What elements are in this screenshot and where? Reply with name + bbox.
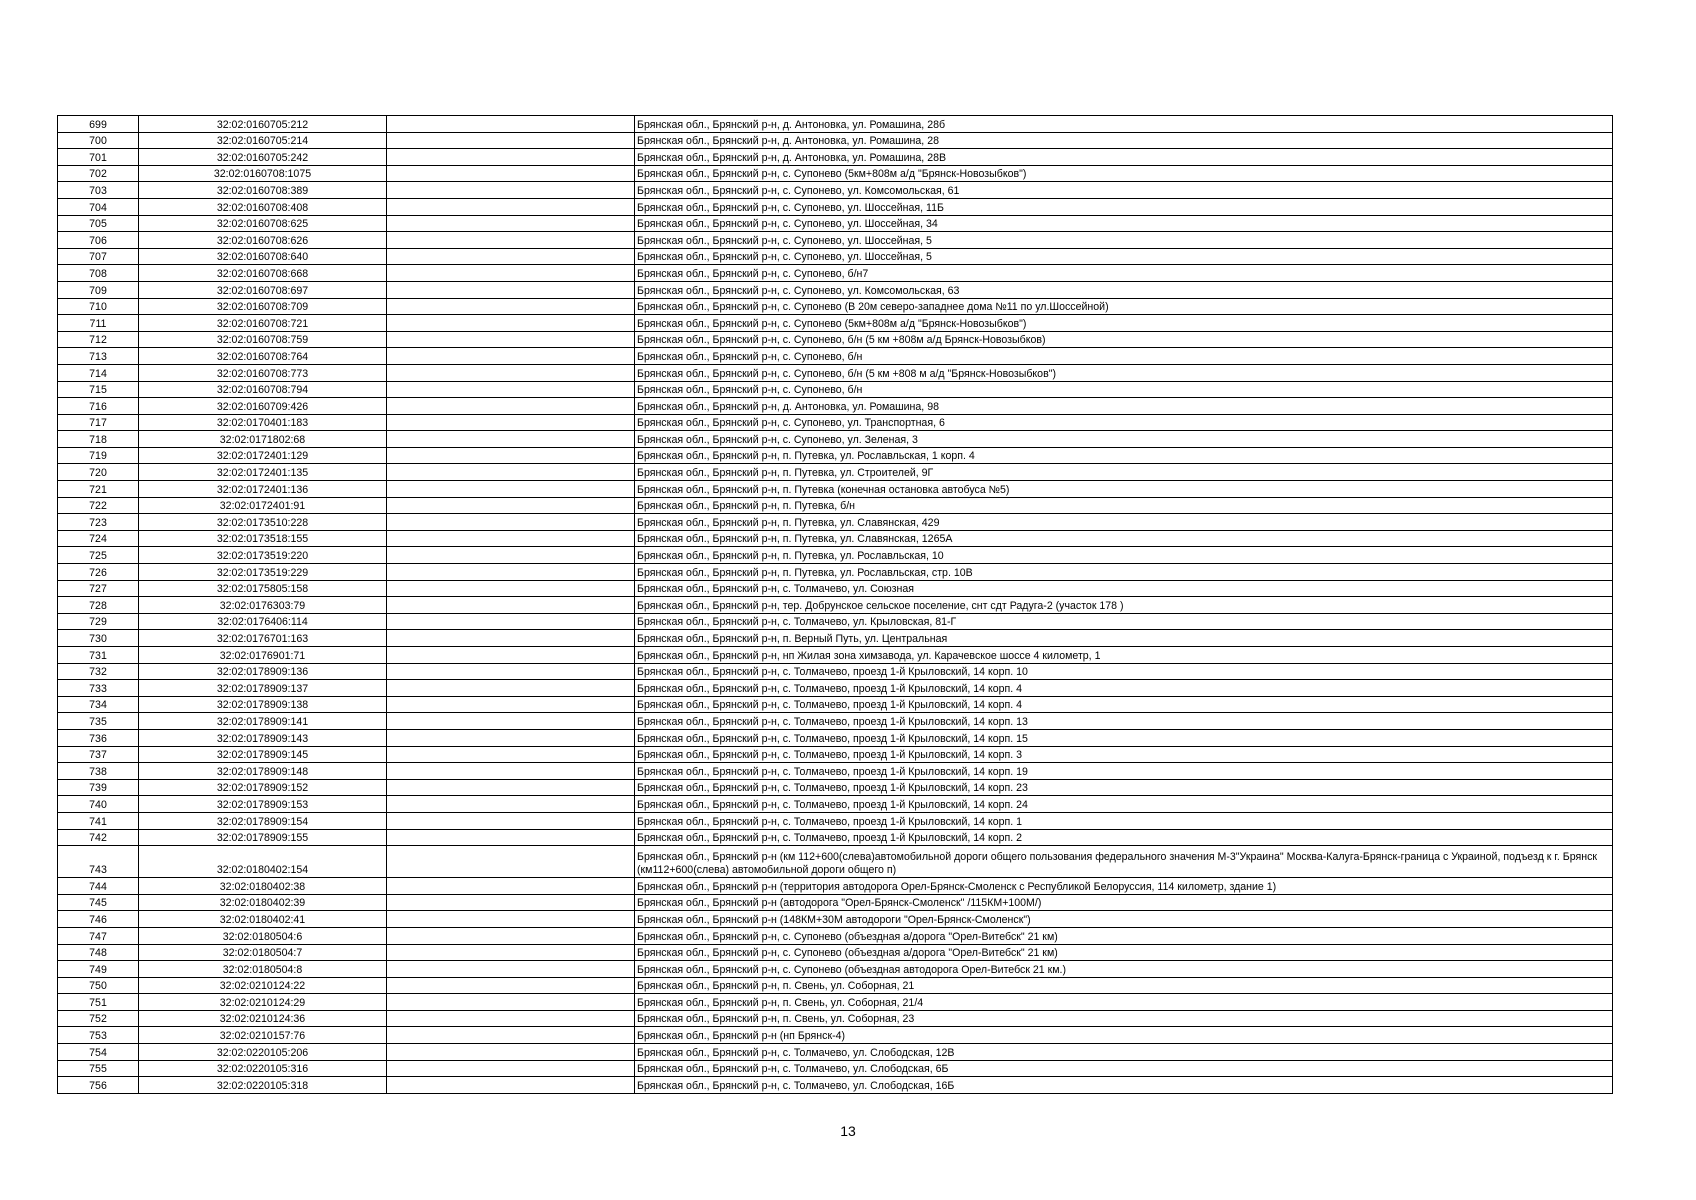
address-cell: Брянская обл., Брянский р-н, с. Супонево, б/н <box>635 348 1613 365</box>
table-row <box>58 977 1613 994</box>
row-number-cell: 740 <box>58 796 139 813</box>
row-number-cell: 706 <box>58 232 139 249</box>
blank-cell <box>387 696 635 713</box>
address-cell: Брянская обл., Брянский р-н, с. Супонево (5км+808м а/д "Брянск-Новозыбков") <box>635 165 1613 182</box>
address-cell: Брянская обл., Брянский р-н, с. Толмачево, проезд 1-й Крыловский, 14 корп. 2 <box>635 829 1613 846</box>
cadastral-number-cell: 32:02:0160708:759 <box>139 331 387 348</box>
cadastral-number-cell: 32:02:0178909:153 <box>139 796 387 813</box>
address-cell: Брянская обл., Брянский р-н, с. Супонево, ул. Зеленая, 3 <box>635 431 1613 448</box>
row-number-cell: 731 <box>58 647 139 664</box>
blank-cell <box>387 763 635 780</box>
table-row <box>58 198 1613 215</box>
address-cell: Брянская обл., Брянский р-н (км 112+600(слева)автомобильной дороги общего пользования федерального значения М-3"Украина" Москва-Калуга-Брянск-граница с Украиной, подъезд к г. Брянск (км112+600(слева) автомобильной дороги общего п) <box>635 846 1613 878</box>
cadastral-number-cell: 32:02:0178909:141 <box>139 713 387 730</box>
row-number-cell: 719 <box>58 447 139 464</box>
address-cell: Брянская обл., Брянский р-н, с. Толмачево, проезд 1-й Крыловский, 14 корп. 1 <box>635 812 1613 829</box>
table-row <box>58 132 1613 149</box>
cadastral-number-cell: 32:02:0173519:220 <box>139 547 387 564</box>
row-number-cell: 741 <box>58 812 139 829</box>
row-number-cell: 739 <box>58 779 139 796</box>
table-row <box>58 894 1613 911</box>
row-number-cell: 716 <box>58 398 139 415</box>
cadastral-number-cell: 32:02:0160708:640 <box>139 248 387 265</box>
table-row <box>58 961 1613 978</box>
blank-cell <box>387 597 635 614</box>
address-cell: Брянская обл., Брянский р-н, с. Супонево, б/н (5 км +808 м а/д "Брянск-Новозыбков") <box>635 364 1613 381</box>
cadastral-number-cell: 32:02:0210124:29 <box>139 994 387 1011</box>
blank-cell <box>387 894 635 911</box>
blank-cell <box>387 630 635 647</box>
row-number-cell: 707 <box>58 248 139 265</box>
address-cell: Брянская обл., Брянский р-н, п. Свень, ул. Соборная, 21/4 <box>635 994 1613 1011</box>
blank-cell <box>387 215 635 232</box>
blank-cell <box>387 1044 635 1061</box>
cadastral-number-cell: 32:02:0180402:39 <box>139 894 387 911</box>
blank-cell <box>387 829 635 846</box>
table-row <box>58 298 1613 315</box>
cadastral-number-cell: 32:02:0160708:721 <box>139 315 387 332</box>
table-row <box>58 846 1613 878</box>
cadastral-number-cell: 32:02:0172401:129 <box>139 447 387 464</box>
row-number-cell: 729 <box>58 613 139 630</box>
table-row <box>58 447 1613 464</box>
table-row <box>58 182 1613 199</box>
cadastral-number-cell: 32:02:0160708:1075 <box>139 165 387 182</box>
cadastral-number-cell: 32:02:0173510:228 <box>139 514 387 531</box>
blank-cell <box>387 398 635 415</box>
row-number-cell: 704 <box>58 198 139 215</box>
blank-cell <box>387 298 635 315</box>
address-cell: Брянская обл., Брянский р-н, с. Толмачево, ул. Слободская, 16Б <box>635 1077 1613 1094</box>
address-cell: Брянская обл., Брянский р-н, п. Путевка, ул. Рославльская, 10 <box>635 547 1613 564</box>
row-number-cell: 755 <box>58 1060 139 1077</box>
cadastral-number-cell: 32:02:0173518:155 <box>139 530 387 547</box>
address-cell: Брянская обл., Брянский р-н, с. Толмачево, проезд 1-й Крыловский, 14 корп. 24 <box>635 796 1613 813</box>
address-cell: Брянская обл., Брянский р-н, с. Супонево, б/н <box>635 381 1613 398</box>
address-cell: Брянская обл., Брянский р-н, п. Путевка, б/н <box>635 497 1613 514</box>
blank-cell <box>387 680 635 697</box>
cadastral-number-cell: 32:02:0160705:214 <box>139 132 387 149</box>
cadastral-number-cell: 32:02:0178909:154 <box>139 812 387 829</box>
table-row <box>58 796 1613 813</box>
address-cell: Брянская обл., Брянский р-н, с. Супонево, б/н (5 км +808м а/д Брянск-Новозыбков) <box>635 331 1613 348</box>
cadastral-number-cell: 32:02:0170401:183 <box>139 414 387 431</box>
table-row <box>58 431 1613 448</box>
property-table <box>57 115 1613 1094</box>
table-row <box>58 530 1613 547</box>
address-cell: Брянская обл., Брянский р-н, п. Путевка, ул. Славянская, 429 <box>635 514 1613 531</box>
cadastral-number-cell: 32:02:0160708:408 <box>139 198 387 215</box>
blank-cell <box>387 198 635 215</box>
cadastral-number-cell: 32:02:0176303:79 <box>139 597 387 614</box>
row-number-cell: 709 <box>58 281 139 298</box>
row-number-cell: 730 <box>58 630 139 647</box>
blank-cell <box>387 878 635 895</box>
blank-cell <box>387 1060 635 1077</box>
cadastral-number-cell: 32:02:0160708:668 <box>139 265 387 282</box>
row-number-cell: 721 <box>58 481 139 498</box>
blank-cell <box>387 281 635 298</box>
table-row <box>58 514 1613 531</box>
row-number-cell: 718 <box>58 431 139 448</box>
blank-cell <box>387 580 635 597</box>
blank-cell <box>387 846 635 878</box>
address-cell: Брянская обл., Брянский р-н, п. Путевка, ул. Рославльская, 1 корп. 4 <box>635 447 1613 464</box>
table-row <box>58 663 1613 680</box>
table-row <box>58 281 1613 298</box>
row-number-cell: 703 <box>58 182 139 199</box>
table-row <box>58 647 1613 664</box>
cadastral-number-cell: 32:02:0160708:709 <box>139 298 387 315</box>
row-number-cell: 735 <box>58 713 139 730</box>
blank-cell <box>387 564 635 581</box>
row-number-cell: 733 <box>58 680 139 697</box>
address-cell: Брянская обл., Брянский р-н, с. Толмачево, проезд 1-й Крыловский, 14 корп. 10 <box>635 663 1613 680</box>
page-number: 13 <box>840 1123 856 1139</box>
row-number-cell: 745 <box>58 894 139 911</box>
table-row <box>58 331 1613 348</box>
address-cell: Брянская обл., Брянский р-н, п. Путевка, ул. Рославльская, стр. 10В <box>635 564 1613 581</box>
row-number-cell: 723 <box>58 514 139 531</box>
cadastral-number-cell: 32:02:0176406:114 <box>139 613 387 630</box>
row-number-cell: 715 <box>58 381 139 398</box>
address-cell: Брянская обл., Брянский р-н, с. Толмачево, проезд 1-й Крыловский, 14 корп. 23 <box>635 779 1613 796</box>
property-table-body <box>58 116 1613 1094</box>
cadastral-number-cell: 32:02:0160709:426 <box>139 398 387 415</box>
cadastral-number-cell: 32:02:0171802:68 <box>139 431 387 448</box>
blank-cell <box>387 944 635 961</box>
blank-cell <box>387 149 635 166</box>
cadastral-number-cell: 32:02:0178909:148 <box>139 763 387 780</box>
table-row <box>58 1044 1613 1061</box>
row-number-cell: 749 <box>58 961 139 978</box>
address-cell: Брянская обл., Брянский р-н, п. Верный Путь, ул. Центральная <box>635 630 1613 647</box>
row-number-cell: 748 <box>58 944 139 961</box>
address-cell: Брянская обл., Брянский р-н, тер. Добрунское сельское поселение, снт сдт Радуга-2 (участок 178 ) <box>635 597 1613 614</box>
cadastral-number-cell: 32:02:0160708:794 <box>139 381 387 398</box>
cadastral-number-cell: 32:02:0172401:135 <box>139 464 387 481</box>
cadastral-number-cell: 32:02:0180504:7 <box>139 944 387 961</box>
row-number-cell: 700 <box>58 132 139 149</box>
row-number-cell: 732 <box>58 663 139 680</box>
blank-cell <box>387 165 635 182</box>
address-cell: Брянская обл., Брянский р-н, с. Супонево (В 20м северо-западнее дома №11 по ул.Шоссейной) <box>635 298 1613 315</box>
table-row <box>58 547 1613 564</box>
blank-cell <box>387 381 635 398</box>
blank-cell <box>387 331 635 348</box>
table-row <box>58 994 1613 1011</box>
cadastral-number-cell: 32:02:0160708:764 <box>139 348 387 365</box>
row-number-cell: 708 <box>58 265 139 282</box>
table-row <box>58 944 1613 961</box>
cadastral-number-cell: 32:02:0175805:158 <box>139 580 387 597</box>
blank-cell <box>387 447 635 464</box>
address-cell: Брянская обл., Брянский р-н, д. Антоновка, ул. Ромашина, 28 <box>635 132 1613 149</box>
cadastral-number-cell: 32:02:0176701:163 <box>139 630 387 647</box>
table-row <box>58 630 1613 647</box>
row-number-cell: 713 <box>58 348 139 365</box>
cadastral-number-cell: 32:02:0173519:229 <box>139 564 387 581</box>
row-number-cell: 717 <box>58 414 139 431</box>
row-number-cell: 714 <box>58 364 139 381</box>
address-cell: Брянская обл., Брянский р-н, с. Супонево (объездная автодорога Орел-Витебск 21 км.) <box>635 961 1613 978</box>
blank-cell <box>387 232 635 249</box>
table-row <box>58 829 1613 846</box>
row-number-cell: 752 <box>58 1010 139 1027</box>
row-number-cell: 728 <box>58 597 139 614</box>
row-number-cell: 727 <box>58 580 139 597</box>
row-number-cell: 725 <box>58 547 139 564</box>
cadastral-number-cell: 32:02:0180504:8 <box>139 961 387 978</box>
blank-cell <box>387 547 635 564</box>
blank-cell <box>387 1010 635 1027</box>
blank-cell <box>387 961 635 978</box>
table-row <box>58 1060 1613 1077</box>
row-number-cell: 726 <box>58 564 139 581</box>
row-number-cell: 710 <box>58 298 139 315</box>
cadastral-number-cell: 32:02:0160708:697 <box>139 281 387 298</box>
blank-cell <box>387 348 635 365</box>
cadastral-number-cell: 32:02:0220105:206 <box>139 1044 387 1061</box>
address-cell: Брянская обл., Брянский р-н, с. Супонево, ул. Шоссейная, 5 <box>635 232 1613 249</box>
table-row <box>58 1077 1613 1094</box>
row-number-cell: 724 <box>58 530 139 547</box>
table-row <box>58 779 1613 796</box>
cadastral-number-cell: 32:02:0210124:36 <box>139 1010 387 1027</box>
address-cell: Брянская обл., Брянский р-н, с. Супонево, ул. Транспортная, 6 <box>635 414 1613 431</box>
blank-cell <box>387 364 635 381</box>
address-cell: Брянская обл., Брянский р-н, нп Жилая зона химзавода, ул. Карачевское шоссе 4 километр, 1 <box>635 647 1613 664</box>
address-cell: Брянская обл., Брянский р-н, д. Антоновка, ул. Ромашина, 28В <box>635 149 1613 166</box>
blank-cell <box>387 977 635 994</box>
blank-cell <box>387 812 635 829</box>
row-number-cell: 754 <box>58 1044 139 1061</box>
address-cell: Брянская обл., Брянский р-н, п. Путевка (конечная остановка автобуса №5) <box>635 481 1613 498</box>
address-cell: Брянская обл., Брянский р-н, с. Толмачево, проезд 1-й Крыловский, 14 корп. 4 <box>635 696 1613 713</box>
blank-cell <box>387 315 635 332</box>
cadastral-number-cell: 32:02:0180402:41 <box>139 911 387 928</box>
blank-cell <box>387 414 635 431</box>
cadastral-number-cell: 32:02:0210124:22 <box>139 977 387 994</box>
address-cell: Брянская обл., Брянский р-н, д. Антоновка, ул. Ромашина, 98 <box>635 398 1613 415</box>
blank-cell <box>387 729 635 746</box>
address-cell: Брянская обл., Брянский р-н, с. Толмачево, проезд 1-й Крыловский, 14 корп. 19 <box>635 763 1613 780</box>
cadastral-number-cell: 32:02:0178909:145 <box>139 746 387 763</box>
cadastral-number-cell: 32:02:0178909:138 <box>139 696 387 713</box>
address-cell: Брянская обл., Брянский р-н (148КМ+30М автодороги "Орел-Брянск-Смоленск") <box>635 911 1613 928</box>
cadastral-number-cell: 32:02:0178909:155 <box>139 829 387 846</box>
row-number-cell: 734 <box>58 696 139 713</box>
blank-cell <box>387 779 635 796</box>
blank-cell <box>387 182 635 199</box>
blank-cell <box>387 613 635 630</box>
table-row <box>58 165 1613 182</box>
blank-cell <box>387 248 635 265</box>
table-row <box>58 878 1613 895</box>
address-cell: Брянская обл., Брянский р-н, с. Супонево, ул. Шоссейная, 11Б <box>635 198 1613 215</box>
row-number-cell: 705 <box>58 215 139 232</box>
table-row <box>58 927 1613 944</box>
cadastral-number-cell: 32:02:0180402:38 <box>139 878 387 895</box>
table-row <box>58 364 1613 381</box>
cadastral-number-cell: 32:02:0180402:154 <box>139 846 387 878</box>
table-row <box>58 1010 1613 1027</box>
cadastral-number-cell: 32:02:0210157:76 <box>139 1027 387 1044</box>
cadastral-number-cell: 32:02:0178909:137 <box>139 680 387 697</box>
table-row <box>58 580 1613 597</box>
table-row <box>58 215 1613 232</box>
address-cell: Брянская обл., Брянский р-н, с. Супонево, ул. Комсомольская, 63 <box>635 281 1613 298</box>
blank-cell <box>387 647 635 664</box>
cadastral-number-cell: 32:02:0178909:136 <box>139 663 387 680</box>
address-cell: Брянская обл., Брянский р-н, п. Свень, ул. Соборная, 21 <box>635 977 1613 994</box>
row-number-cell: 711 <box>58 315 139 332</box>
blank-cell <box>387 265 635 282</box>
row-number-cell: 756 <box>58 1077 139 1094</box>
blank-cell <box>387 431 635 448</box>
row-number-cell: 722 <box>58 497 139 514</box>
row-number-cell: 753 <box>58 1027 139 1044</box>
row-number-cell: 712 <box>58 331 139 348</box>
table-row <box>58 149 1613 166</box>
cadastral-number-cell: 32:02:0180504:6 <box>139 927 387 944</box>
address-cell: Брянская обл., Брянский р-н (автодорога "Орел-Брянск-Смоленск" /115КМ+100М/) <box>635 894 1613 911</box>
row-number-cell: 751 <box>58 994 139 1011</box>
address-cell: Брянская обл., Брянский р-н, п. Путевка, ул. Строителей, 9Г <box>635 464 1613 481</box>
address-cell: Брянская обл., Брянский р-н, с. Супонево (объездная а/дорога "Орел-Витебск" 21 км) <box>635 927 1613 944</box>
blank-cell <box>387 927 635 944</box>
table-row <box>58 1027 1613 1044</box>
address-cell: Брянская обл., Брянский р-н, с. Супонево, ул. Комсомольская, 61 <box>635 182 1613 199</box>
address-cell: Брянская обл., Брянский р-н, с. Толмачево, ул. Слободская, 6Б <box>635 1060 1613 1077</box>
row-number-cell: 744 <box>58 878 139 895</box>
address-cell: Брянская обл., Брянский р-н, с. Супонево, ул. Шоссейная, 5 <box>635 248 1613 265</box>
row-number-cell: 736 <box>58 729 139 746</box>
table-row <box>58 232 1613 249</box>
table-row <box>58 265 1613 282</box>
blank-cell <box>387 713 635 730</box>
table-row <box>58 713 1613 730</box>
table-row <box>58 414 1613 431</box>
table-row <box>58 398 1613 415</box>
table-row <box>58 812 1613 829</box>
row-number-cell: 702 <box>58 165 139 182</box>
row-number-cell: 746 <box>58 911 139 928</box>
table-row <box>58 116 1613 133</box>
address-cell: Брянская обл., Брянский р-н, с. Толмачево, ул. Слободская, 12В <box>635 1044 1613 1061</box>
address-cell: Брянская обл., Брянский р-н (территория автодорога Орел-Брянск-Смоленск с Республикой Белоруссия, 114 километр, здание 1) <box>635 878 1613 895</box>
row-number-cell: 720 <box>58 464 139 481</box>
row-number-cell: 747 <box>58 927 139 944</box>
address-cell: Брянская обл., Брянский р-н, с. Супонево, ул. Шоссейная, 34 <box>635 215 1613 232</box>
blank-cell <box>387 1027 635 1044</box>
table-row <box>58 613 1613 630</box>
row-number-cell: 737 <box>58 746 139 763</box>
cadastral-number-cell: 32:02:0178909:152 <box>139 779 387 796</box>
address-cell: Брянская обл., Брянский р-н, п. Свень, ул. Соборная, 23 <box>635 1010 1613 1027</box>
blank-cell <box>387 481 635 498</box>
cadastral-number-cell: 32:02:0220105:316 <box>139 1060 387 1077</box>
address-cell: Брянская обл., Брянский р-н, с. Толмачево, проезд 1-й Крыловский, 14 корп. 15 <box>635 729 1613 746</box>
blank-cell <box>387 746 635 763</box>
cadastral-number-cell: 32:02:0172401:91 <box>139 497 387 514</box>
table-row <box>58 464 1613 481</box>
table-row <box>58 381 1613 398</box>
table-row <box>58 911 1613 928</box>
cadastral-number-cell: 32:02:0160705:212 <box>139 116 387 133</box>
table-row <box>58 348 1613 365</box>
table-row <box>58 248 1613 265</box>
address-cell: Брянская обл., Брянский р-н (нп Брянск-4) <box>635 1027 1613 1044</box>
address-cell: Брянская обл., Брянский р-н, с. Толмачево, проезд 1-й Крыловский, 14 корп. 13 <box>635 713 1613 730</box>
cadastral-number-cell: 32:02:0160705:242 <box>139 149 387 166</box>
row-number-cell: 743 <box>58 846 139 878</box>
blank-cell <box>387 911 635 928</box>
table-row <box>58 680 1613 697</box>
blank-cell <box>387 1077 635 1094</box>
cadastral-number-cell: 32:02:0178909:143 <box>139 729 387 746</box>
table-row <box>58 746 1613 763</box>
blank-cell <box>387 464 635 481</box>
cadastral-number-cell: 32:02:0220105:318 <box>139 1077 387 1094</box>
blank-cell <box>387 514 635 531</box>
row-number-cell: 742 <box>58 829 139 846</box>
row-number-cell: 750 <box>58 977 139 994</box>
cadastral-number-cell: 32:02:0176901:71 <box>139 647 387 664</box>
row-number-cell: 738 <box>58 763 139 780</box>
blank-cell <box>387 497 635 514</box>
blank-cell <box>387 663 635 680</box>
table-row <box>58 729 1613 746</box>
row-number-cell: 699 <box>58 116 139 133</box>
table-row <box>58 315 1613 332</box>
cadastral-number-cell: 32:02:0160708:626 <box>139 232 387 249</box>
table-row <box>58 597 1613 614</box>
address-cell: Брянская обл., Брянский р-н, с. Супонево (5км+808м а/д "Брянск-Новозыбков") <box>635 315 1613 332</box>
address-cell: Брянская обл., Брянский р-н, с. Толмачево, проезд 1-й Крыловский, 14 корп. 3 <box>635 746 1613 763</box>
address-cell: Брянская обл., Брянский р-н, с. Толмачево, ул. Союзная <box>635 580 1613 597</box>
blank-cell <box>387 116 635 133</box>
table-row <box>58 696 1613 713</box>
table-row <box>58 497 1613 514</box>
address-cell: Брянская обл., Брянский р-н, с. Толмачево, проезд 1-й Крыловский, 14 корп. 4 <box>635 680 1613 697</box>
address-cell: Брянская обл., Брянский р-н, с. Толмачево, ул. Крыловская, 81-Г <box>635 613 1613 630</box>
blank-cell <box>387 132 635 149</box>
cadastral-number-cell: 32:02:0172401:136 <box>139 481 387 498</box>
address-cell: Брянская обл., Брянский р-н, с. Супонево, б/н7 <box>635 265 1613 282</box>
blank-cell <box>387 530 635 547</box>
table-row <box>58 763 1613 780</box>
cadastral-number-cell: 32:02:0160708:625 <box>139 215 387 232</box>
blank-cell <box>387 994 635 1011</box>
address-cell: Брянская обл., Брянский р-н, с. Супонево (объездная а/дорога "Орел-Витебск" 21 км) <box>635 944 1613 961</box>
row-number-cell: 701 <box>58 149 139 166</box>
cadastral-number-cell: 32:02:0160708:389 <box>139 182 387 199</box>
blank-cell <box>387 796 635 813</box>
table-row <box>58 564 1613 581</box>
cadastral-number-cell: 32:02:0160708:773 <box>139 364 387 381</box>
address-cell: Брянская обл., Брянский р-н, д. Антоновка, ул. Ромашина, 28б <box>635 116 1613 133</box>
address-cell: Брянская обл., Брянский р-н, п. Путевка, ул. Славянская, 1265А <box>635 530 1613 547</box>
table-row <box>58 481 1613 498</box>
